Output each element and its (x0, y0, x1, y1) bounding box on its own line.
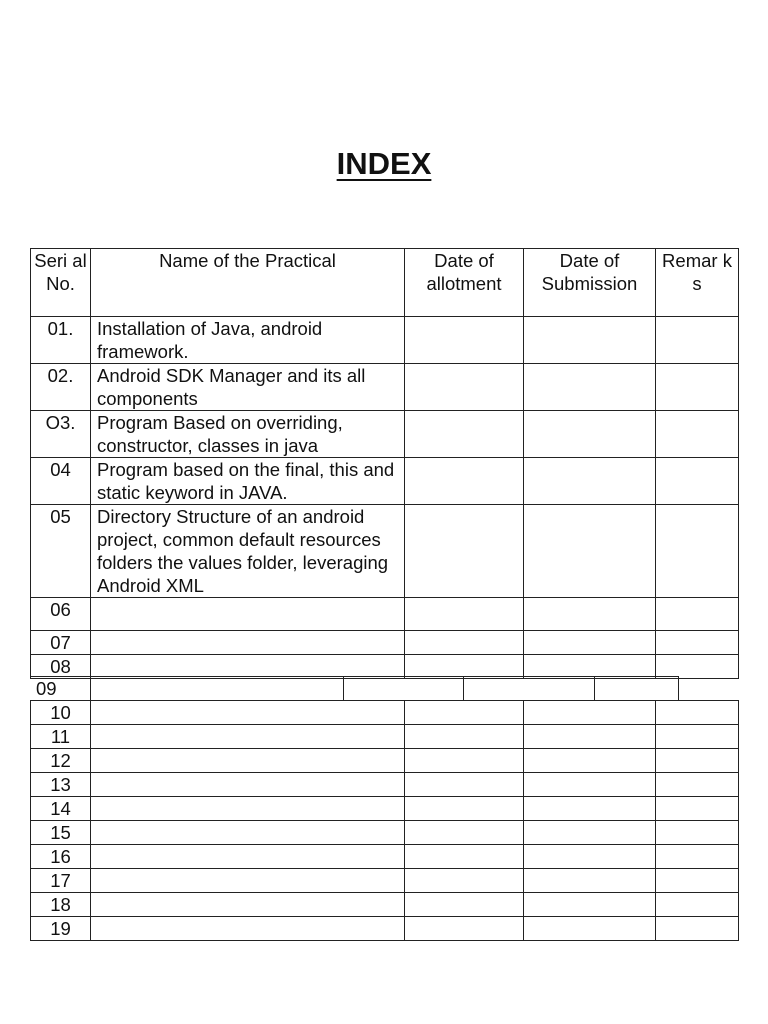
table-row (31, 869, 739, 893)
submission-date-cell (524, 845, 656, 869)
table-row (31, 505, 739, 598)
serial-cell: 05 (31, 505, 91, 598)
submission-date-cell (524, 411, 656, 458)
misaligned-row-09 (30, 676, 679, 701)
practical-name-cell: Android SDK Manager and its all components (91, 364, 405, 411)
remarks-cell (656, 797, 739, 821)
allotment-date-cell (405, 845, 524, 869)
header-submission: Date of Submission (524, 249, 656, 317)
submission-date-cell (524, 869, 656, 893)
submission-date-cell (524, 917, 656, 941)
table-row (31, 917, 739, 941)
allotment-date-cell (405, 655, 524, 679)
table-row (31, 598, 739, 631)
submission-date-cell (524, 749, 656, 773)
submission-date-cell (524, 655, 656, 679)
remarks-cell (656, 655, 739, 679)
remarks-cell (656, 773, 739, 797)
serial-cell: 19 (31, 917, 91, 941)
header-serial: Seri al No. (31, 249, 91, 317)
header-row (31, 249, 739, 317)
remarks-cell (656, 917, 739, 941)
remarks-cell (656, 749, 739, 773)
allotment-date-cell (405, 598, 524, 631)
serial-cell: 10 (31, 701, 91, 725)
serial-cell: 04 (31, 458, 91, 505)
submission-date-cell (524, 797, 656, 821)
serial-cell: 08 (31, 655, 91, 679)
serial-cell: O3. (31, 411, 91, 458)
allotment-date-cell (405, 458, 524, 505)
serial-cell: 17 (31, 869, 91, 893)
serial-cell: 13 (31, 773, 91, 797)
allotment-date-cell (343, 677, 463, 701)
practical-name-cell (91, 917, 405, 941)
serial-cell: 12 (31, 749, 91, 773)
table-row (31, 458, 739, 505)
table-row (31, 631, 739, 655)
allotment-date-cell (405, 364, 524, 411)
serial-cell: 09 (30, 677, 90, 701)
practical-name-cell (91, 773, 405, 797)
serial-cell: 16 (31, 845, 91, 869)
table-row (31, 797, 739, 821)
remarks-cell (656, 701, 739, 725)
allotment-date-cell (405, 749, 524, 773)
serial-cell: 07 (31, 631, 91, 655)
serial-cell: 11 (31, 725, 91, 749)
remarks-cell (656, 869, 739, 893)
remarks-cell (656, 845, 739, 869)
table-row (31, 725, 739, 749)
allotment-date-cell (405, 317, 524, 364)
remarks-cell (656, 411, 739, 458)
practical-name-cell (91, 701, 405, 725)
submission-date-cell (524, 821, 656, 845)
submission-date-cell (524, 725, 656, 749)
serial-cell: 14 (31, 797, 91, 821)
practical-name-cell (91, 845, 405, 869)
practical-name-cell: Program Based on overriding, constructor, classes in java (91, 411, 405, 458)
practical-name-cell (91, 797, 405, 821)
table-row (31, 364, 739, 411)
table-row (31, 893, 739, 917)
remarks-cell (656, 505, 739, 598)
table-row (31, 655, 739, 679)
table-row (31, 411, 739, 458)
submission-date-cell (524, 505, 656, 598)
practical-name-cell (91, 893, 405, 917)
practical-name-cell: Directory Structure of an android project, common default resources folders the values folder, leveraging Android XML (91, 505, 405, 598)
practical-name-cell (91, 598, 405, 631)
practical-name-cell (90, 677, 343, 701)
allotment-date-cell (405, 773, 524, 797)
allotment-date-cell (405, 631, 524, 655)
serial-cell: 02. (31, 364, 91, 411)
serial-cell: 01. (31, 317, 91, 364)
submission-date-cell (524, 458, 656, 505)
allotment-date-cell (405, 917, 524, 941)
allotment-date-cell (405, 411, 524, 458)
remarks-cell (656, 631, 739, 655)
table-row (31, 317, 739, 364)
allotment-date-cell (405, 893, 524, 917)
remarks-cell (656, 821, 739, 845)
allotment-date-cell (405, 821, 524, 845)
practical-name-cell (91, 631, 405, 655)
remarks-cell (656, 725, 739, 749)
practical-name-cell (91, 655, 405, 679)
allotment-date-cell (405, 869, 524, 893)
submission-date-cell (524, 893, 656, 917)
remarks-cell (656, 317, 739, 364)
submission-date-cell (524, 773, 656, 797)
practical-name-cell: Installation of Java, android framework. (91, 317, 405, 364)
table-row (31, 773, 739, 797)
page-title: INDEX (336, 146, 432, 181)
index-table (30, 248, 739, 941)
allotment-date-cell (405, 701, 524, 725)
header-remarks: Remar ks (656, 249, 739, 317)
submission-date-cell (463, 677, 594, 701)
allotment-date-cell (405, 725, 524, 749)
table-row (31, 701, 739, 725)
serial-cell: 06 (31, 598, 91, 631)
header-allotment: Date of allotment (405, 249, 524, 317)
practical-name-cell: Program based on the final, this and static keyword in JAVA. (91, 458, 405, 505)
allotment-date-cell (405, 797, 524, 821)
remarks-cell (656, 598, 739, 631)
allotment-date-cell (405, 505, 524, 598)
remarks-cell (594, 677, 678, 701)
serial-cell: 18 (31, 893, 91, 917)
header-name: Name of the Practical (91, 249, 405, 317)
remarks-cell (656, 893, 739, 917)
practical-name-cell (91, 821, 405, 845)
remarks-cell (656, 458, 739, 505)
table-row (31, 821, 739, 845)
submission-date-cell (524, 631, 656, 655)
table-row (31, 845, 739, 869)
practical-name-cell (91, 725, 405, 749)
practical-name-cell (91, 749, 405, 773)
practical-name-cell (91, 869, 405, 893)
submission-date-cell (524, 364, 656, 411)
submission-date-cell (524, 317, 656, 364)
submission-date-cell (524, 598, 656, 631)
table-row (31, 749, 739, 773)
serial-cell: 15 (31, 821, 91, 845)
remarks-cell (656, 364, 739, 411)
submission-date-cell (524, 701, 656, 725)
